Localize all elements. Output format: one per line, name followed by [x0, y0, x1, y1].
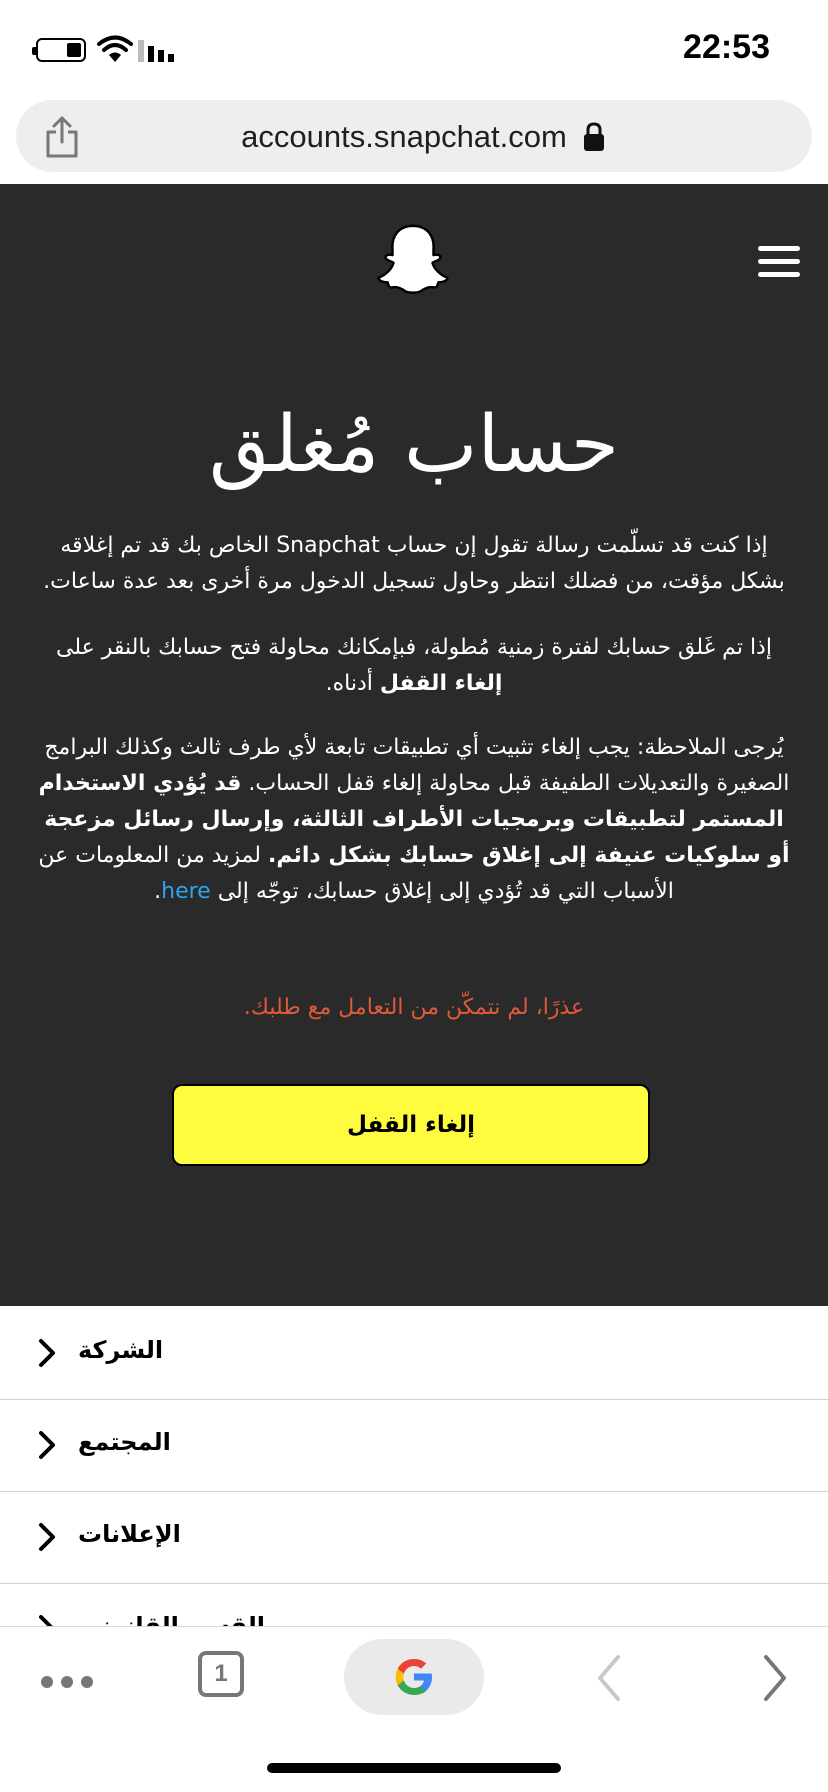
error-message: عذرًا، لم نتمكّن من التعامل مع طلبك. — [243, 995, 585, 1020]
address-bar[interactable] — [16, 100, 812, 172]
paragraph-3-period: . — [154, 879, 162, 904]
more-options-icon[interactable] — [40, 1675, 94, 1689]
footer-item-legal[interactable] — [0, 1584, 828, 1624]
footer-item-advertising[interactable] — [0, 1492, 828, 1584]
chevron-right-icon — [38, 1522, 56, 1552]
footer-item-label: الإعلانات — [78, 1520, 181, 1548]
google-icon — [392, 1655, 436, 1699]
footer-item-label: الشركة — [78, 1336, 164, 1364]
back-arrow-icon[interactable] — [594, 1653, 624, 1703]
tab-switcher-button[interactable]: 1 — [198, 1651, 244, 1697]
url-text: accounts.snapchat.com — [241, 119, 567, 154]
paragraph-2-text: إذا تم غَلق حسابك لفترة زمنية مُطولة، فبإمكانك محاولة فتح حسابك بالنقر على — [56, 635, 772, 660]
info-paragraph-2 — [32, 630, 796, 702]
lock-icon — [582, 122, 606, 152]
footer-item-company[interactable] — [0, 1308, 828, 1400]
chevron-right-icon — [38, 1430, 56, 1460]
footer-item-label: المجتمع — [78, 1428, 171, 1456]
unlock-button[interactable]: إلغاء القفل — [172, 1084, 650, 1166]
cellular-signal-icon — [138, 38, 178, 62]
paragraph-3-text: يُرجى الملاحظة: يجب إلغاء تثبيت أي تطبيقات تابعة لأي طرف ثالث وكذلك البرامج الصغيرة والتعديلات الطفيفة قبل محاولة إلغاء قفل الحساب. — [44, 735, 790, 796]
battery-icon — [36, 38, 86, 62]
wifi-icon — [98, 36, 132, 64]
paragraph-2-bold: إلغاء القفل — [379, 671, 503, 696]
paragraph-3-more: لمزيد من المعلومات عن الأسباب التي قد تُؤدي إلى إغلاق حسابك، توجّه إلى — [38, 843, 674, 904]
chevron-right-icon — [38, 1338, 56, 1368]
info-paragraph-1: إذا كنت قد تسلّمت رسالة تقول إن حساب Snapchat الخاص بك قد تم إغلاقه بشكل مؤقت، من فضلك انتظر وحاول تسجيل الدخول مرة أخرى بعد عدة ساعات. — [43, 533, 785, 594]
paragraph-3-bold: قد يُؤدي الاستخدام المستمر لتطبيقات وبرمجيات الأطراف الثالثة، وإرسال رسائل مزعجة أو سلوكيات عنيفة إلى إغلاق حسابك بشكل دائم. — [38, 771, 790, 868]
paragraph-2-end: أدناه. — [325, 671, 373, 696]
snapchat-ghost-logo[interactable] — [374, 220, 452, 298]
footer-item-community[interactable] — [0, 1400, 828, 1492]
hamburger-menu-icon[interactable] — [758, 246, 800, 282]
forward-arrow-icon[interactable] — [760, 1653, 790, 1703]
here-link[interactable]: here — [161, 879, 211, 904]
status-time: 22:53 — [683, 28, 770, 66]
status-bar — [0, 0, 828, 95]
google-search-button[interactable] — [344, 1639, 484, 1715]
home-indicator[interactable] — [267, 1763, 561, 1773]
info-paragraph-3 — [32, 730, 796, 910]
page-title: حساب مُغلق — [208, 400, 620, 490]
